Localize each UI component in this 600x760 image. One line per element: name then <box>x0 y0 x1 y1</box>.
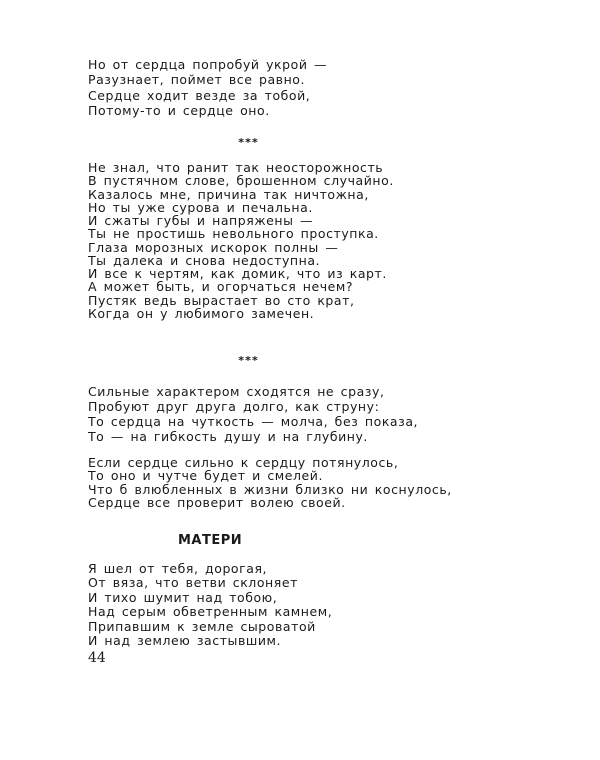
verse-line: В пустячном слове, брошенном случайно. <box>88 173 394 189</box>
verse-line: Сердце ходит везде за тобой, <box>88 87 311 103</box>
verse-line: Пробуют друг друга долго, как струну: <box>88 399 380 414</box>
verse-line: И тихо шумит над тобою, <box>88 589 278 605</box>
verse-line: Сильные характером сходятся не сразу, <box>88 384 385 399</box>
verse-line: Глаза морозных искорок полны — <box>88 239 339 255</box>
verse-line: Если сердце сильно к сердцу потянулось, <box>88 455 399 470</box>
verse-line: Не знал, что ранит так неосторожность <box>88 160 384 175</box>
verse-line: То оно и чутче будет и смелей. <box>88 468 323 484</box>
verse-line: И все к чертям, как домик, что из карт. <box>88 266 387 281</box>
poem-title: МАТЕРИ <box>178 533 243 548</box>
verse-line: Припавшим к земле сыроватой <box>88 618 316 634</box>
verse-line: Ты не простишь невольного проступка. <box>88 226 379 242</box>
verse-line: Разузнает, поймет все равно. <box>88 72 306 88</box>
verse-line: Когда он у любимого замечен. <box>88 305 315 321</box>
verse-line: Казалось мне, причина так ничтожна, <box>88 186 369 202</box>
verse-line: И над землею застывшим. <box>88 633 282 649</box>
verse-line: То — на гибкость душу и на глубину. <box>88 429 368 444</box>
stanza-separator: * * * <box>238 354 258 367</box>
verse-line: То сердца на чуткость — молча, без показа, <box>88 414 419 429</box>
stanza-3 <box>88 384 418 444</box>
verse-line: Что б влюбленных в жизни близко ни коснулось, <box>88 481 452 497</box>
verse-line: Я шел от тебя, дорогая, <box>88 561 268 576</box>
stanza-1 <box>88 57 327 118</box>
verse-line: Над серым обветренным камнем, <box>88 604 333 620</box>
verse-line: От вяза, что ветви склоняет <box>88 575 298 591</box>
stanza-separator: * * * <box>238 136 258 149</box>
stanza-2 <box>88 161 394 320</box>
verse-line: И сжаты губы и напряжены — <box>88 213 314 228</box>
verse-line: Но от сердца попробуй укрой — <box>88 57 328 72</box>
verse-line: Но ты уже сурова и печальна. <box>88 199 313 215</box>
verse-line: Ты далека и снова недоступна. <box>88 252 321 268</box>
stanza-4 <box>88 456 452 510</box>
verse-line: Сердце все проверит волею своей. <box>88 495 346 511</box>
verse-line: А может быть, и огорчаться нечем? <box>88 279 354 295</box>
stanza-5 <box>88 562 332 648</box>
page-number: 44 <box>88 650 106 666</box>
verse-line: Пустяк ведь вырастает во сто крат, <box>88 292 355 308</box>
verse-line: Потому-то и сердце оно. <box>88 102 270 118</box>
